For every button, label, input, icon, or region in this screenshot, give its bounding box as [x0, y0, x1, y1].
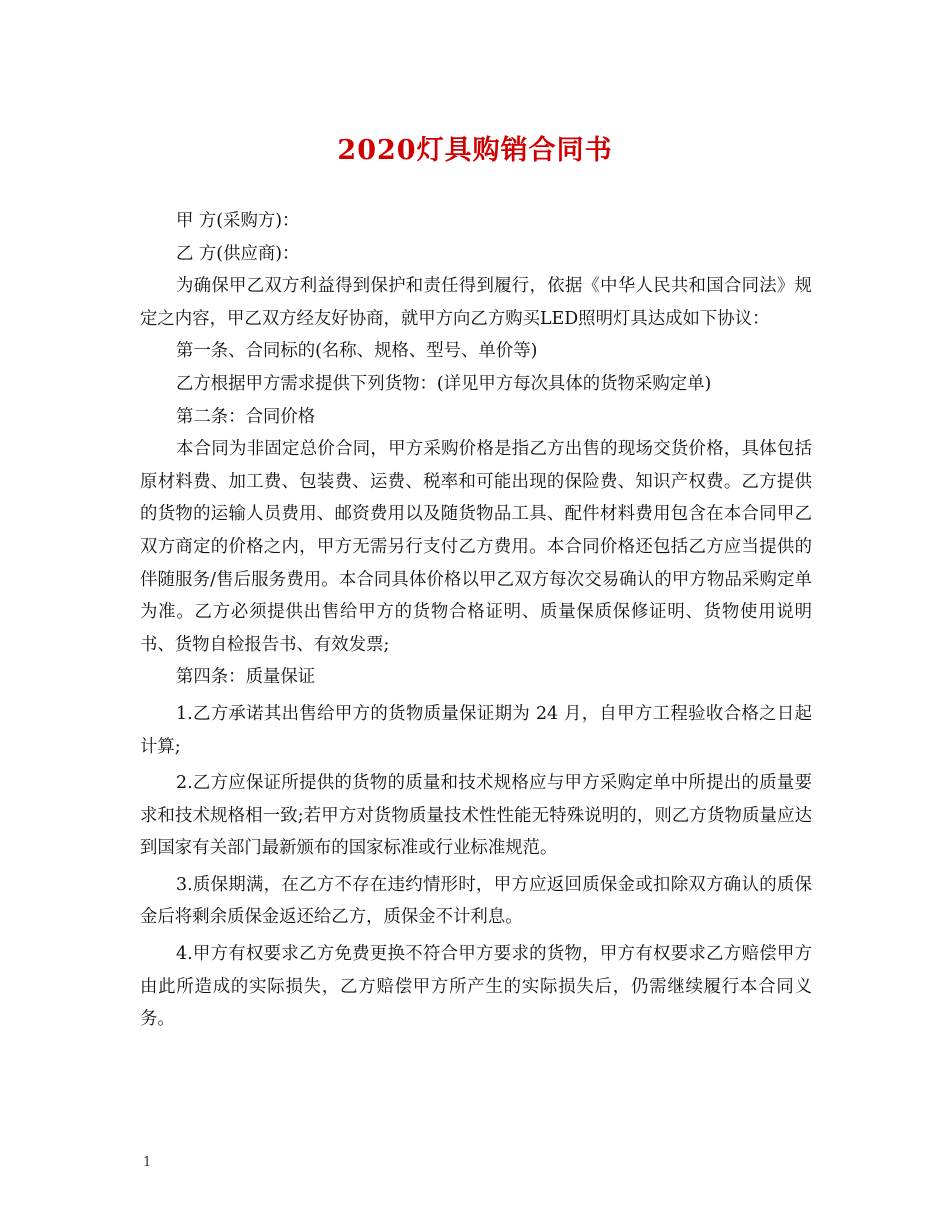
- article-4-heading: 第四条：质量保证: [176, 667, 316, 688]
- article-2-heading: 第二条：合同价格: [176, 406, 316, 427]
- article-2-paragraph: 本合同为非固定总价合同，甲方采购价格是指乙方出售的现场交货价格，具体包括原材料费、加工费、包装费、运费、税率和可能出现的保险费、知识产权费。乙方提供的货物的运输人员费用、邮资费用以及随货物品工具、配件材料费用包含在本合同甲乙双方商定的价格之内，甲方无需另行支付乙方费用。本合同价格还包括乙方应当提供的伴随服务/售后服务费用。本合同具体价格以甲乙双方每次交易确认的甲方物品采购定单为准。乙方必须提供出售给甲方的货物合格证明、质量保质保修证明、货物使用说明书、货物自检报告书、有效发票;: [140, 439, 812, 655]
- quality-clause-3: 3.质保期满，在乙方不存在违约情形时，甲方应返回质保金或扣除双方确认的质保金后将剩余质保金返还给乙方，质保金不计利息。: [140, 874, 812, 928]
- article-1-heading: 第一条、合同标的(名称、规格、型号、单价等): [176, 341, 538, 362]
- article-1-paragraph: 乙方根据甲方需求提供下列货物：(详见甲方每次具体的货物采购定单): [176, 373, 712, 394]
- quality-clause-2: 2.乙方应保证所提供的货物的质量和技术规格应与甲方采购定单中所提出的质量要求和技术规格相一致;若甲方对货物质量技术性性能无特殊说明的，则乙方货物质量应达到国家有关部门最新颁布的国家标准或行业标准规范。: [140, 773, 812, 859]
- document-title: 2020灯具购销合同书: [337, 135, 613, 166]
- party-a-line: 甲 方(采购方)：: [176, 211, 300, 231]
- preamble-paragraph: 为确保甲乙双方利益得到保护和责任得到履行，依据《中华人民共和国合同法》规定之内容，甲乙双方经友好协商，就甲方向乙方购买LED照明灯具达成如下协议：: [140, 276, 812, 329]
- quality-clause-4: 4.甲方有权要求乙方免费更换不符合甲方要求的货物，甲方有权要求乙方赔偿甲方由此所造成的实际损失，乙方赔偿甲方所产生的实际损失后，仍需继续履行本合同义务。: [140, 944, 812, 1030]
- quality-clause-1: 1.乙方承诺其出售给甲方的货物质量保证期为 24 月，自甲方工程验收合格之日起计算;: [140, 703, 812, 757]
- page-number: 1: [143, 1155, 152, 1170]
- document-body: [140, 205, 812, 1036]
- party-b-line: 乙 方(供应商)：: [176, 243, 300, 264]
